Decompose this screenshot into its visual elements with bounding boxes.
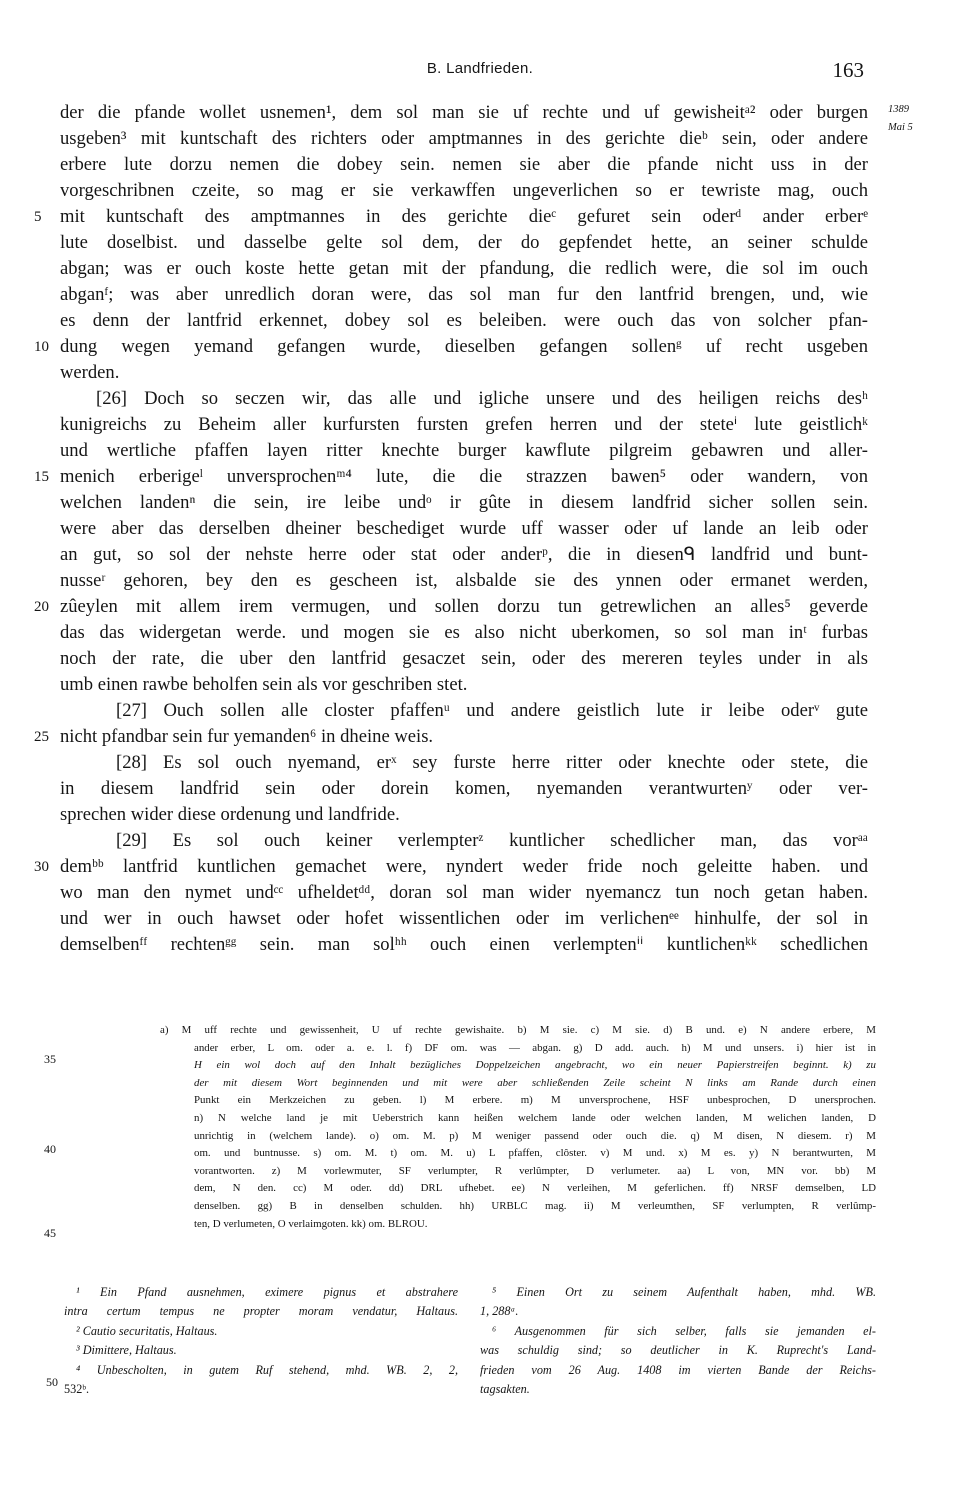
text-line: vorgeschribnen czeite, so mag er sie verkawffen ungeverlichen so er tewriste mag, ouch	[60, 180, 868, 201]
apparatus-line: vorantworten. z) M vorlewmuter, SF verlumpter, R verlûmpter, D verlumeter. aa) L von, MN vor. bb) M	[194, 1164, 876, 1177]
text-line: nicht pfandbar sein fur yemanden⁶ in dheine weis.	[60, 726, 434, 747]
line-number: 5	[34, 209, 42, 225]
apparatus-line: der mit diesem Wort beginnenden und mit were aber schließenden Zeile scheint N links am Rande durch einen	[194, 1076, 876, 1089]
apparatus-line: dem, N den. cc) M oder. dd) DRL ufhebet. ee) N verleihen, M geferlichen. ff) NRSF demselben, LD	[194, 1182, 876, 1195]
apparatus-line-number: 40	[44, 1142, 56, 1156]
text-line: umb einen rawbe beholfen sein als vor geschriben stet.	[60, 674, 468, 695]
line-number: 20	[34, 599, 49, 615]
footnote-line: ¹ Ein Pfand ausnehmen, eximere pignus et abstrahere	[76, 1285, 458, 1299]
footnote-line: 532ᵇ.	[64, 1381, 90, 1396]
apparatus-line-number: 35	[44, 1052, 56, 1066]
text-line: nusseʳ gehoren, bey den es gescheen ist, alsbalde sie des ynnen oder ermanet werden,	[60, 570, 868, 591]
text-line: und wertliche pfaffen layen ritter knechte burger kawflute pilgreim gebawren und aller-	[60, 440, 868, 461]
apparatus-line: Punkt ein Merkzeichen zu geben. l) M erbere. m) M unversprochene, HSF unbesprochen, D unersprochen.	[194, 1094, 876, 1107]
footnote-line: ⁶ Ausgenommen für sich selber, falls sie jemanden el-	[492, 1323, 876, 1338]
text-line: es denn der lantfrid erkennet, dobey sol es beleiben. were ouch das von solcher pfan-	[60, 310, 868, 331]
text-line: an gut, so sol der nehste herre oder stat oder anderᵖ, die in diesenᑫ landfrid und bunt-	[60, 544, 868, 565]
text-line: [26] Doch so seczen wir, das alle und igliche unsere und des heiligen reichs desʰ	[96, 388, 868, 409]
text-line: dung wegen yemand gefangen wurde, dieselben gefangen sollenᵍ uf recht usgeben	[60, 336, 868, 357]
footnote-line-number: 50	[46, 1375, 58, 1389]
apparatus-line: ten, D verlumeten, O verlaimgoten. kk) om. BLROU.	[194, 1217, 428, 1230]
text-line: kunigreichs zu Beheim aller kurfursten fursten grefen herren und der steteⁱ lute geistlichᵏ	[60, 414, 868, 435]
text-line: [28] Es sol ouch nyemand, erˣ sey furste herre ritter oder knechte oder stete, die	[116, 752, 868, 773]
text-line: zûeylen mit allem irem vermugen, und sollen dorzu tun getrewlichen an alles⁵ geverde	[60, 596, 868, 617]
page-header	[0, 58, 960, 88]
line-number: 15	[34, 469, 49, 485]
apparatus-line: n) N welche land je mit Ueberstrich kann heißen welchem lande oder welchen landen, M welichen landen, D	[194, 1111, 876, 1124]
text-line: welchen landenⁿ die sein, ire leibe undᵒ ir gûte in diesem landfrid sicher sollen sein.	[60, 492, 868, 513]
footnote-line: frieden vom 26 Aug. 1408 im vierten Bande der Reichs-	[480, 1362, 876, 1377]
text-line: sprechen wider diese ordenung und landfride.	[60, 804, 400, 825]
text-line: erbere lute dorzu nemen die dobey sein. nemen sie aber die pfande nicht uss in der	[60, 154, 868, 175]
footnote-line: tagsakten.	[480, 1381, 530, 1396]
text-line: abganᶠ; was aber unredlich doran were, das sol man fur den lantfrid brengen, und, wie	[60, 284, 868, 305]
text-line: [29] Es sol ouch keiner verlempterᶻ kuntlicher schedlicher man, das vorᵃᵃ	[116, 830, 868, 851]
apparatus-line: a) M uff rechte und gewissenheit, U uf rechte gewishaite. b) M sie. c) M sie. d) B und. e) N andere erbere, M	[160, 1024, 876, 1036]
line-number: 10	[34, 339, 49, 355]
text-line: mit kuntschaft des amptmannes in des gerichte dieᶜ gefuret sein oderᵈ ander erberᵉ	[60, 206, 868, 227]
text-line: were aber das derselben dheiner beschediget wurde uff wasser oder uf lande an leib oder	[60, 518, 868, 539]
apparatus-line: ander erber, L om. oder a. e. l. f) DF om. was — abgan. g) D add. auch. h) M und unsers. i) hier ist in	[194, 1041, 876, 1054]
apparatus-line: om. und buntnusse. s) om. M. t) om. M. u) L pfaffen, clôster. v) M und. x) M es. y) N berantwurten, M	[194, 1147, 876, 1160]
text-line: usgeben³ mit kuntschaft des richters oder amptmannes in des gerichte dieᵇ sein, oder andere	[60, 128, 868, 149]
apparatus-line-number: 45	[44, 1226, 56, 1240]
footnote-line: ³ Dimittere, Haltaus.	[76, 1343, 177, 1358]
footnotes-right	[480, 1283, 876, 1399]
text-line: noch der rate, die uber den lantfrid gesaczet sein, oder des mereren teyles under in als	[60, 648, 868, 669]
footnote-line: was schuldig sind; so deutlicher in K. Ruprecht's Land-	[480, 1343, 876, 1358]
apparatus-line: unrichtig in (welchem lande). o) om. M. p) M weniger passend oder ouch die. q) M disen, N diesem. r) M	[194, 1129, 876, 1142]
line-number: 25	[34, 729, 49, 745]
margin-year: 1389	[888, 104, 909, 115]
footnote-line: 1, 288ᵃ.	[480, 1304, 519, 1319]
text-line: demselbenᶠᶠ rechtenᵍᵍ sein. man solʰʰ ouch einen verlemptenⁱⁱ kuntlichenᵏᵏ schedlichen	[60, 934, 868, 955]
apparatus-line: denselben. gg) B in denselben schulden. hh) URBLC mag. ii) M verleumthen, SF verlumpten, R verlûmp-	[194, 1199, 876, 1212]
apparatus-line: H ein wol doch auf den Inhalt bezügliches Doppelzeichen angebracht, wo ein neuer Papierstreifen beginnt. k) zu	[194, 1059, 876, 1072]
text-line: [27] Ouch sollen alle closter pfaffenᵘ und andere geistlich lute ir leibe oderᵛ gute	[116, 700, 868, 721]
page-number: 163	[832, 58, 864, 82]
text-line: werden.	[60, 362, 120, 383]
margin-date: Mai 5	[888, 122, 913, 133]
text-line: wo man den nymet undᶜᶜ ufheldetᵈᵈ, doran sol man wider nyemancz tun noch getan haben.	[60, 882, 868, 903]
footnote-line: ² Cautio securitatis, Haltaus.	[76, 1323, 218, 1338]
critical-apparatus	[160, 1022, 876, 1233]
footnote-line: intra certum tempus ne propter moram vendatur, Haltaus.	[64, 1304, 458, 1319]
line-number: 30	[34, 859, 49, 875]
text-line: menich erberigeˡ unversprochenᵐ⁴ lute, die die strazzen bawen⁵ oder wandern, von	[60, 466, 868, 487]
text-line: das das widergetan werde. und mogen sie es also nicht uberkomen, so sol man inᵗ furbas	[60, 622, 868, 643]
text-line: in diesem landfrid sein oder dorein komen, nyemanden verantwurtenʸ oder ver-	[60, 778, 868, 799]
text-line: demᵇᵇ lantfrid kuntlichen gemachet were, nyndert weder fride noch geleitte haben. und	[60, 856, 868, 877]
text-line: abgan; was er ouch koste hette getan mit der pfandung, die redlich were, die sol im ouch	[60, 258, 868, 279]
footnote-line: ⁵ Einen Ort zu seinem Aufenthalt haben, mhd. WB.	[492, 1285, 876, 1299]
running-title: B. Landfrieden.	[426, 60, 534, 77]
footnotes-left	[64, 1283, 458, 1399]
footnote-line: ⁴ Unbescholten, in gutem Ruf stehend, mhd. WB. 2, 2,	[76, 1362, 458, 1377]
text-line: lute doselbist. und dasselbe gelte sol dem, der do gepfendet hette, an seiner schulde	[60, 232, 868, 253]
text-line: der die pfande wollet usnemen¹, dem sol man sie uf rechte und uf gewisheitᵃ² oder burgen	[60, 102, 868, 123]
text-line: und wer in ouch hawset oder hofet wissentlichen oder im verlichenᵉᵉ hinhulfe, der sol in	[60, 908, 868, 929]
